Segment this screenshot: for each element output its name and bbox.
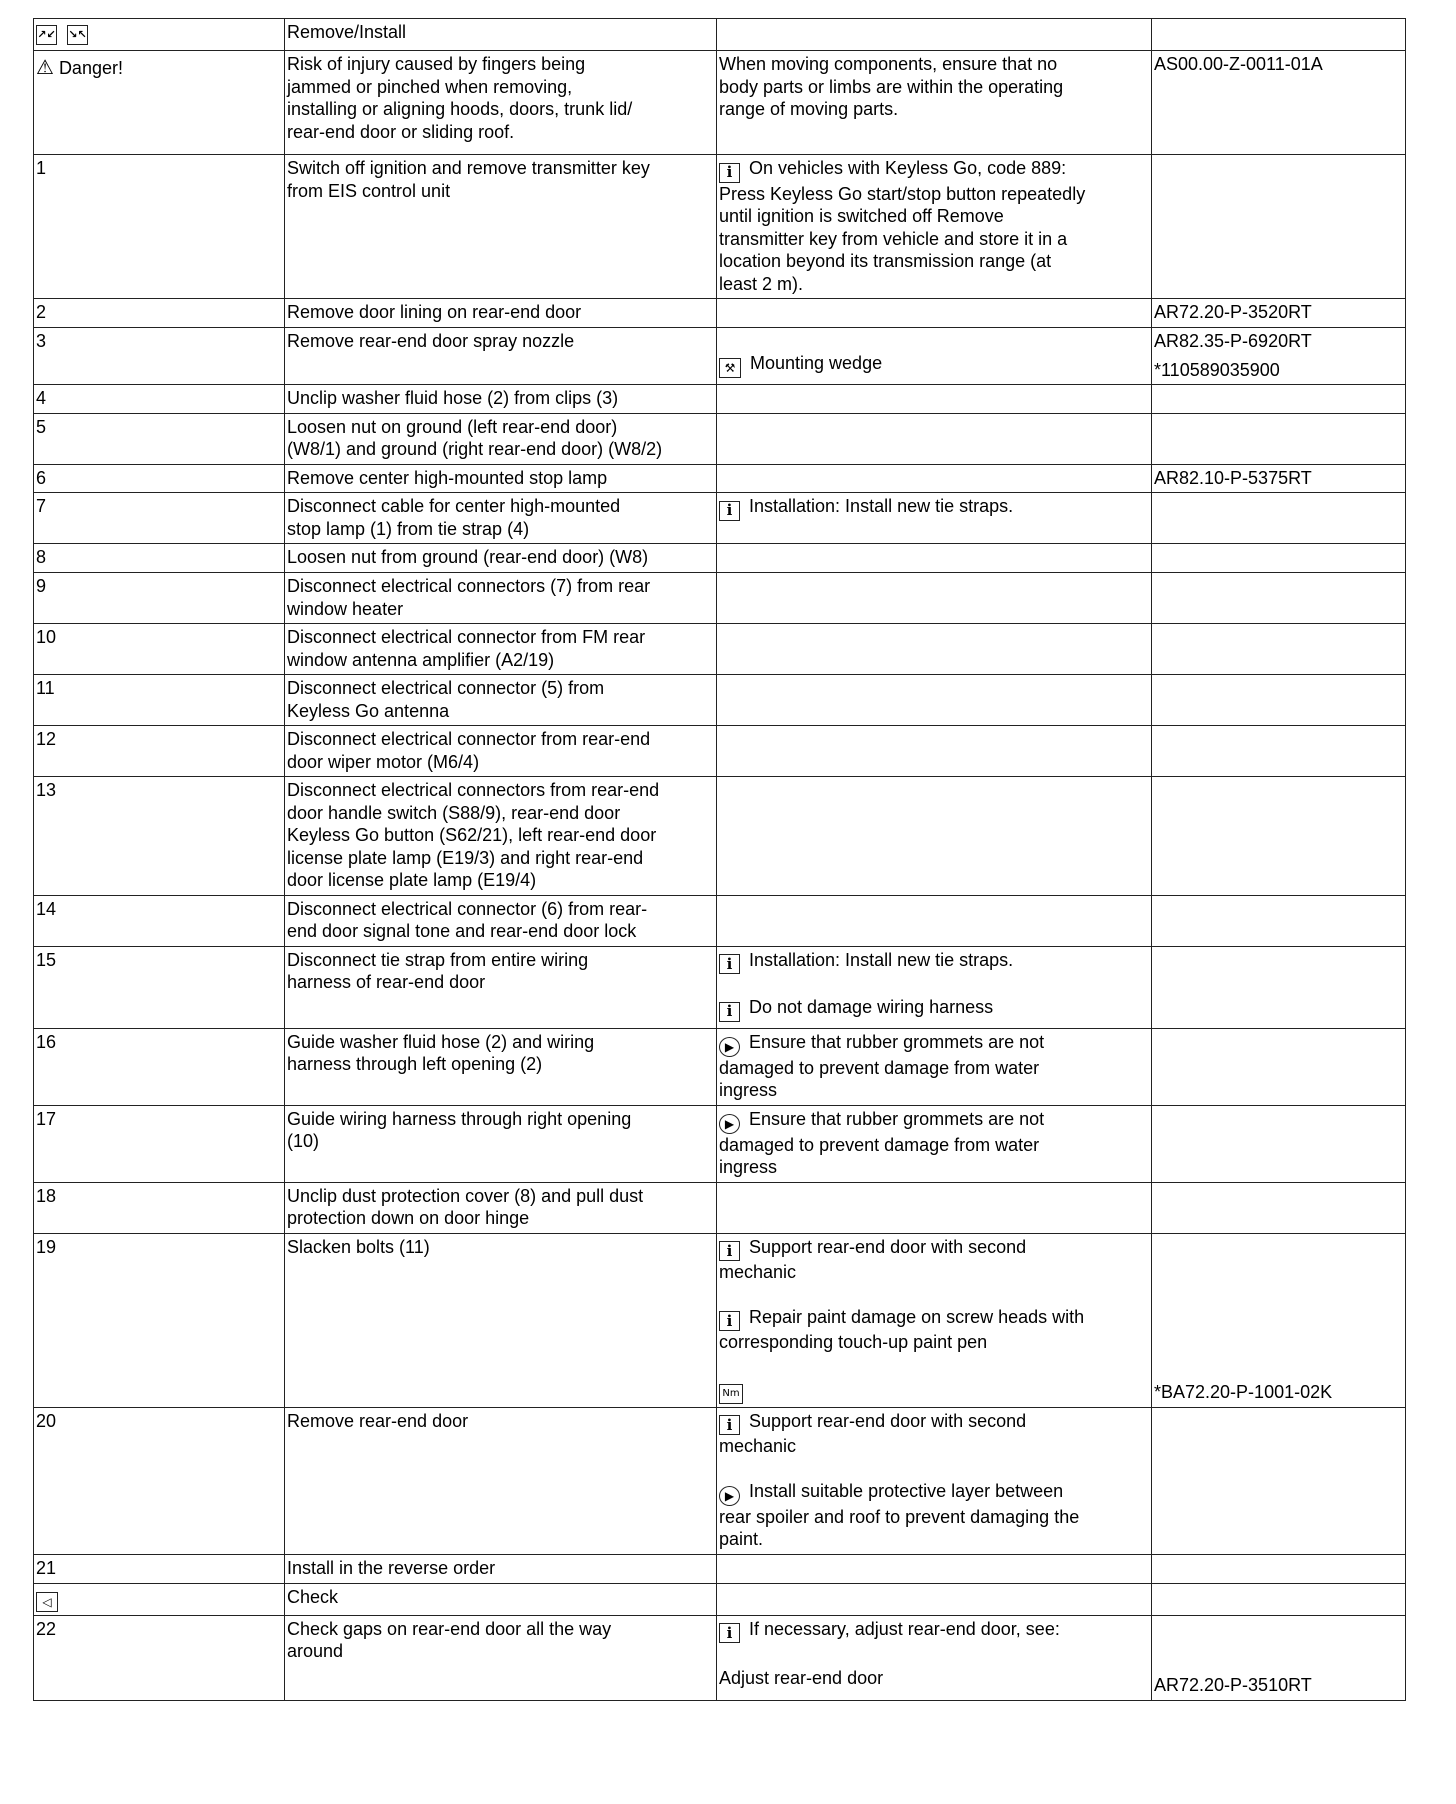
remove-install-icon: ↘↖ <box>67 25 88 45</box>
note-line: ingress <box>719 1157 778 1177</box>
step-notes <box>717 1182 1152 1233</box>
step-number: 5 <box>34 413 285 464</box>
info-icon: i <box>719 1311 740 1331</box>
step-line: Switch off ignition and remove transmitter key <box>287 158 650 178</box>
step-line: Disconnect electrical connector from rear-end <box>287 729 651 749</box>
step-line: Guide washer fluid hose (2) and wiring <box>287 1031 595 1052</box>
note-line: mechanic <box>719 1262 797 1282</box>
note-line: corresponding touch-up paint pen <box>719 1332 988 1352</box>
step-reference[interactable] <box>1152 1028 1406 1105</box>
note <box>719 1480 1149 1551</box>
note-line: transmitter key from vehicle and store it in a <box>719 228 1068 249</box>
note <box>719 495 1149 521</box>
step-number: 15 <box>34 946 285 1028</box>
info-icon: i <box>719 1623 740 1643</box>
step-number: 13 <box>34 777 285 896</box>
info-icon: i <box>719 1241 740 1261</box>
step-number: 4 <box>34 385 285 414</box>
step-text <box>285 573 717 624</box>
step-text <box>285 493 717 544</box>
step-notes <box>717 413 1152 464</box>
note <box>719 1618 1149 1644</box>
advice-line: range of moving parts. <box>719 99 899 119</box>
risk-line: rear-end door or sliding roof. <box>287 121 515 142</box>
note <box>719 352 1149 378</box>
note-line: Support rear-end door with second <box>749 1410 1027 1431</box>
step-notes <box>717 464 1152 493</box>
step-row <box>34 1105 1406 1182</box>
step-notes <box>717 573 1152 624</box>
step-line: Remove door lining on rear-end door <box>287 302 582 322</box>
step-line: Keyless Go antenna <box>287 700 450 721</box>
note-line: On vehicles with Keyless Go, code 889: <box>749 158 1067 178</box>
step-text <box>285 413 717 464</box>
step-line: from EIS control unit <box>287 180 451 201</box>
step-text <box>285 777 717 896</box>
caution-icon: ▶ <box>719 1114 740 1134</box>
step-text <box>285 1105 717 1182</box>
step-line: Disconnect electrical connectors (7) from rear <box>287 576 651 596</box>
reference-link[interactable]: AR82.35-P-6920RT <box>1154 331 1312 351</box>
advice-line: When moving components, ensure that no <box>719 54 1058 74</box>
step-row <box>34 726 1406 777</box>
note <box>719 949 1149 975</box>
step-number: 20 <box>34 1407 285 1554</box>
step-line: Guide wiring harness through right opening <box>287 1108 632 1129</box>
step-row <box>34 777 1406 896</box>
danger-ref[interactable]: AS00.00-Z-0011-01A <box>1152 51 1406 155</box>
note <box>719 1236 1149 1284</box>
note-line: Ensure that rubber grommets are not <box>749 1108 1045 1129</box>
step-text <box>285 328 717 385</box>
step-notes <box>717 946 1152 1028</box>
step-line: door license plate lamp (E19/4) <box>287 870 537 890</box>
step-text <box>285 895 717 946</box>
step-row <box>34 155 1406 299</box>
step-notes <box>717 1615 1152 1700</box>
procedure-table <box>33 18 1405 1701</box>
note-line: Repair paint damage on screw heads with <box>749 1306 1085 1327</box>
note-line: Install suitable protective layer between <box>749 1480 1064 1501</box>
note-line: If necessary, adjust rear-end door, see: <box>749 1618 1060 1639</box>
step-reference[interactable] <box>1152 1182 1406 1233</box>
step-reference[interactable] <box>1152 328 1406 385</box>
adjust-link[interactable]: Adjust rear-end door <box>719 1668 884 1688</box>
step-line: window heater <box>287 598 404 619</box>
step-reference[interactable] <box>1152 493 1406 544</box>
note-line: paint. <box>719 1529 764 1549</box>
step-text <box>285 1554 717 1583</box>
step-number: 22 <box>34 1615 285 1700</box>
warning-icon: ⚠ <box>36 57 54 79</box>
step-line: Remove center high-mounted stop lamp <box>287 467 608 488</box>
info-icon: i <box>719 163 740 183</box>
note-line: rear spoiler and roof to prevent damaging the <box>719 1506 1080 1527</box>
step-reference[interactable] <box>1152 1407 1406 1554</box>
step-number: 11 <box>34 675 285 726</box>
step-row <box>34 1182 1406 1233</box>
step-row <box>34 328 1406 385</box>
danger-advice-text <box>717 51 1152 155</box>
step-line: Disconnect cable for center high-mounted <box>287 496 621 516</box>
step-reference[interactable] <box>1152 777 1406 896</box>
note-line: damaged to prevent damage from water <box>719 1057 1040 1078</box>
step-row <box>34 946 1406 1028</box>
step-row <box>34 1233 1406 1407</box>
step-reference[interactable] <box>1152 464 1406 493</box>
step-notes <box>717 299 1152 328</box>
note <box>719 1306 1149 1354</box>
step-number: 17 <box>34 1105 285 1182</box>
step-notes <box>717 328 1152 385</box>
caution-icon: ▶ <box>719 1037 740 1057</box>
note-line: Do not damage wiring harness <box>749 997 994 1017</box>
step-number: 19 <box>34 1233 285 1407</box>
step-text <box>285 1233 717 1407</box>
step-text <box>285 1182 717 1233</box>
note <box>719 1108 1149 1179</box>
step-line: end door signal tone and rear-end door lock <box>287 921 637 941</box>
step-reference[interactable] <box>1152 726 1406 777</box>
step-line: protection down on door hinge <box>287 1208 530 1228</box>
step-reference[interactable] <box>1152 1554 1406 1583</box>
danger-risk-text <box>285 51 717 155</box>
step-row <box>34 624 1406 675</box>
info-icon: i <box>719 954 740 974</box>
reference-link[interactable]: AR72.20-P-3510RT <box>1154 1675 1312 1695</box>
step-row <box>34 493 1406 544</box>
step-number: 12 <box>34 726 285 777</box>
risk-line: jammed or pinched when removing, <box>287 76 573 97</box>
step-reference[interactable] <box>1152 675 1406 726</box>
step-number: 18 <box>34 1182 285 1233</box>
step-line: Loosen nut on ground (left rear-end door) <box>287 416 618 437</box>
step-text <box>285 1407 717 1554</box>
step-text <box>285 726 717 777</box>
danger-label: Danger! <box>58 58 123 78</box>
step-number: 6 <box>34 464 285 493</box>
step-line: Disconnect tie strap from entire wiring <box>287 949 589 970</box>
caution-icon: ▶ <box>719 1486 740 1506</box>
step-number: 7 <box>34 493 285 544</box>
step-notes <box>717 895 1152 946</box>
step-notes <box>717 1554 1152 1583</box>
step-line: Install in the reverse order <box>287 1557 496 1578</box>
tool-icon: ⚒ <box>719 358 741 378</box>
note-line: Installation: Install new tie straps. <box>749 496 1014 516</box>
step-row <box>34 544 1406 573</box>
check-title: Check <box>285 1583 717 1615</box>
step-line: around <box>287 1641 344 1661</box>
reference-link[interactable]: AR72.20-P-3520RT <box>1154 302 1312 322</box>
step-row <box>34 895 1406 946</box>
step-notes <box>717 1407 1152 1554</box>
note <box>719 996 1149 1022</box>
note-line: until ignition is switched off Remove <box>719 206 1004 226</box>
header-title: Remove/Install <box>285 19 717 51</box>
risk-line: Risk of injury caused by fingers being <box>287 54 586 74</box>
step-notes <box>717 1105 1152 1182</box>
step-line: license plate lamp (E19/3) and right rear-end <box>287 847 644 868</box>
step-line: Unclip dust protection cover (8) and pull dust <box>287 1185 644 1206</box>
step-row <box>34 573 1406 624</box>
step-number: 10 <box>34 624 285 675</box>
step-reference[interactable] <box>1152 155 1406 299</box>
step-line: (10) <box>287 1131 320 1151</box>
step-number: 8 <box>34 544 285 573</box>
note-line: damaged to prevent damage from water <box>719 1134 1040 1155</box>
step-reference[interactable] <box>1152 1233 1406 1407</box>
step-reference[interactable] <box>1152 895 1406 946</box>
step-notes <box>717 675 1152 726</box>
step-reference[interactable] <box>1152 1105 1406 1182</box>
note <box>719 1031 1149 1102</box>
note <box>719 1410 1149 1458</box>
step-line: Disconnect electrical connector from FM rear <box>287 627 646 647</box>
note-line: location beyond its transmission range (at <box>719 251 1052 271</box>
note-line: Installation: Install new tie straps. <box>749 949 1014 970</box>
step-text <box>285 464 717 493</box>
note <box>719 1376 1149 1404</box>
step-number: 3 <box>34 328 285 385</box>
step-reference[interactable] <box>1152 299 1406 328</box>
step-text <box>285 155 717 299</box>
note-line: ingress <box>719 1080 778 1100</box>
step-line: door handle switch (S88/9), rear-end door <box>287 802 621 823</box>
info-icon: i <box>719 501 740 521</box>
step-text <box>285 1615 717 1700</box>
reference-link[interactable]: AR82.10-P-5375RT <box>1154 467 1312 488</box>
step-line: door wiper motor (M6/4) <box>287 751 480 772</box>
step-number: 14 <box>34 895 285 946</box>
step-notes <box>717 624 1152 675</box>
step-text <box>285 544 717 573</box>
step-line: (W8/1) and ground (right rear-end door) (W8/2) <box>287 439 663 459</box>
step-line: Keyless Go button (S62/21), left rear-end door <box>287 825 657 845</box>
step-number: 2 <box>34 299 285 328</box>
step-text <box>285 385 717 414</box>
step-line: stop lamp (1) from tie strap (4) <box>287 518 530 539</box>
advice-line: body parts or limbs are within the operating <box>719 76 1064 97</box>
remove-install-icon: ↗↙ <box>36 25 57 45</box>
step-notes <box>717 1028 1152 1105</box>
step-line: Slacken bolts (11) <box>287 1236 430 1257</box>
step-line: Disconnect electrical connector (6) from rear- <box>287 898 648 919</box>
step-row <box>34 1407 1406 1554</box>
note-line: Support rear-end door with second <box>749 1236 1027 1257</box>
step-line: Remove rear-end door spray nozzle <box>287 331 575 351</box>
step-line: Check gaps on rear-end door all the way <box>287 1618 612 1639</box>
step-row <box>34 675 1406 726</box>
torque-icon: Nm <box>719 1384 743 1404</box>
step-reference[interactable] <box>1152 946 1406 1028</box>
header-row <box>34 19 1406 51</box>
note-line: least 2 m). <box>719 273 804 294</box>
step-reference[interactable] <box>1152 413 1406 464</box>
step-reference[interactable] <box>1152 544 1406 573</box>
step-line: Remove rear-end door <box>287 1410 469 1431</box>
step-notes <box>717 493 1152 544</box>
info-icon: i <box>719 1002 740 1022</box>
step-line: Disconnect electrical connector (5) from <box>287 678 605 698</box>
step-row <box>34 413 1406 464</box>
step-line: harness through left opening (2) <box>287 1054 543 1074</box>
header-icons-cell <box>34 19 285 51</box>
step-notes <box>717 544 1152 573</box>
note-line: Ensure that rubber grommets are not <box>749 1031 1045 1052</box>
step-reference[interactable] <box>1152 385 1406 414</box>
step-text <box>285 675 717 726</box>
step-text <box>285 1028 717 1105</box>
info-icon: i <box>719 1415 740 1435</box>
step-text <box>285 299 717 328</box>
risk-line: installing or aligning hoods, doors, trunk lid/ <box>287 99 633 119</box>
step-reference[interactable] <box>1152 624 1406 675</box>
note-line: Press Keyless Go start/stop button repeatedly <box>719 183 1086 204</box>
step-line: harness of rear-end door <box>287 972 486 992</box>
step-line: Loosen nut from ground (rear-end door) (W8) <box>287 547 649 567</box>
step-row <box>34 1554 1406 1583</box>
step-row <box>34 464 1406 493</box>
note-line: Mounting wedge <box>750 353 883 373</box>
step-row <box>34 299 1406 328</box>
step-number: 9 <box>34 573 285 624</box>
step-notes <box>717 155 1152 299</box>
step-reference[interactable] <box>1152 1615 1406 1700</box>
step-line: Disconnect electrical connectors from rear-end <box>287 780 660 800</box>
step-number: 21 <box>34 1554 285 1583</box>
check-icon: ◁ <box>36 1592 58 1612</box>
note <box>719 157 1149 295</box>
step-row <box>34 1028 1406 1105</box>
reference-link[interactable]: *BA72.20-P-1001-02K <box>1154 1382 1333 1402</box>
step-notes <box>717 726 1152 777</box>
step-text <box>285 946 717 1028</box>
step-notes <box>717 385 1152 414</box>
step-number: 16 <box>34 1028 285 1105</box>
step-text <box>285 624 717 675</box>
step-row <box>34 385 1406 414</box>
step-number: 1 <box>34 155 285 299</box>
step-notes <box>717 777 1152 896</box>
step-notes <box>717 1233 1152 1407</box>
part-number: *110589035900 <box>1154 359 1280 380</box>
danger-row <box>34 51 1406 155</box>
check-row <box>34 1583 1406 1615</box>
step-reference[interactable] <box>1152 573 1406 624</box>
step-row <box>34 1615 1406 1700</box>
step-line: Unclip washer fluid hose (2) from clips (3) <box>287 388 619 408</box>
step-line: window antenna amplifier (A2/19) <box>287 649 555 670</box>
note-line: mechanic <box>719 1436 797 1456</box>
